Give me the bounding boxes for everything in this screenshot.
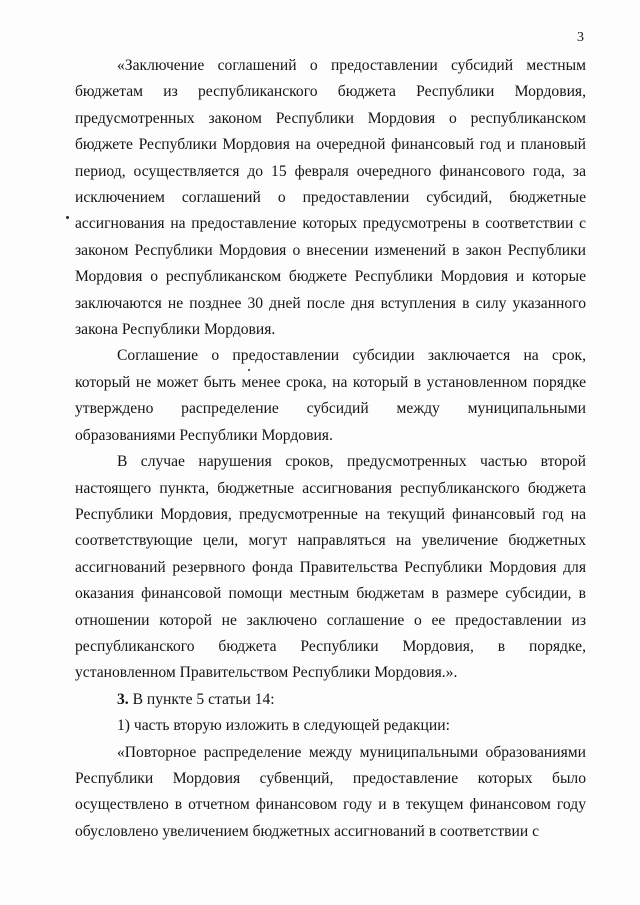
paragraph-redistribution: «Повторное распределение между муниципальными образованиями Республики Мордовия субвенций, предоставление которых было осуществлено в отчетном финансовом году и в текущем финансовом году обусловлено увеличением бюджетных ассигнований в соответствии с <box>75 743 586 840</box>
page-number: 3 <box>577 30 584 45</box>
item-3-text: В пункте 5 статьи 14: <box>128 690 275 708</box>
document-body <box>75 53 586 845</box>
item-3-number: 3. <box>117 690 129 708</box>
subitem-1: 1) часть вторую изложить в следующей редакции: <box>117 717 450 735</box>
paragraph-agreement-term: Соглашение о предоставлении субсидии заключается на срок, который не может быть менее срока, на который в установленном порядке утверждено распределение субсидий между муниципальными образованиями Республики Мордовия. <box>75 347 586 444</box>
paragraph-deadline-violation: В случае нарушения сроков, предусмотренных частью второй настоящего пункта, бюджетные ассигнования республиканского бюджета Республики Мордовия, предусмотренные на текущий финансовый год на соответствующие цели, могут направляться на увеличение бюджетных ассигнований резервного фонда Правительства Республики Мордовия для оказания финансовой помощи местным бюджетам в размере субсидии, в отношении которой не заключено соглашение о ее предоставлении из республиканского бюджета Республики Мордовия, в порядке, установленном Правительством Республики Мордовия.». <box>75 453 586 682</box>
scan-speck <box>66 216 69 219</box>
paragraph-subsidy-agreements: «Заключение соглашений о предоставлении субсидий местным бюджетам из республиканского бюджета Республики Мордовия, предусмотренных законом Республики Мордовия о республиканском бюджете Республики Мордовия на очередной финансовый год и плановый период, осуществляется до 15 февраля очередного финансового года, за исключением соглашений о предоставлении субсидий, бюджетные ассигнования на предоставление которых предусмотрены в соответствии с законом Республики Мордовия о внесении изменений в закон Республики Мордовия о республиканском бюджете Республики Мордовия и которые заключаются не позднее 30 дней после дня вступления в силу указанного закона Республики Мордовия. <box>75 57 586 339</box>
item-3 <box>75 687 586 713</box>
scan-speck <box>248 369 250 371</box>
